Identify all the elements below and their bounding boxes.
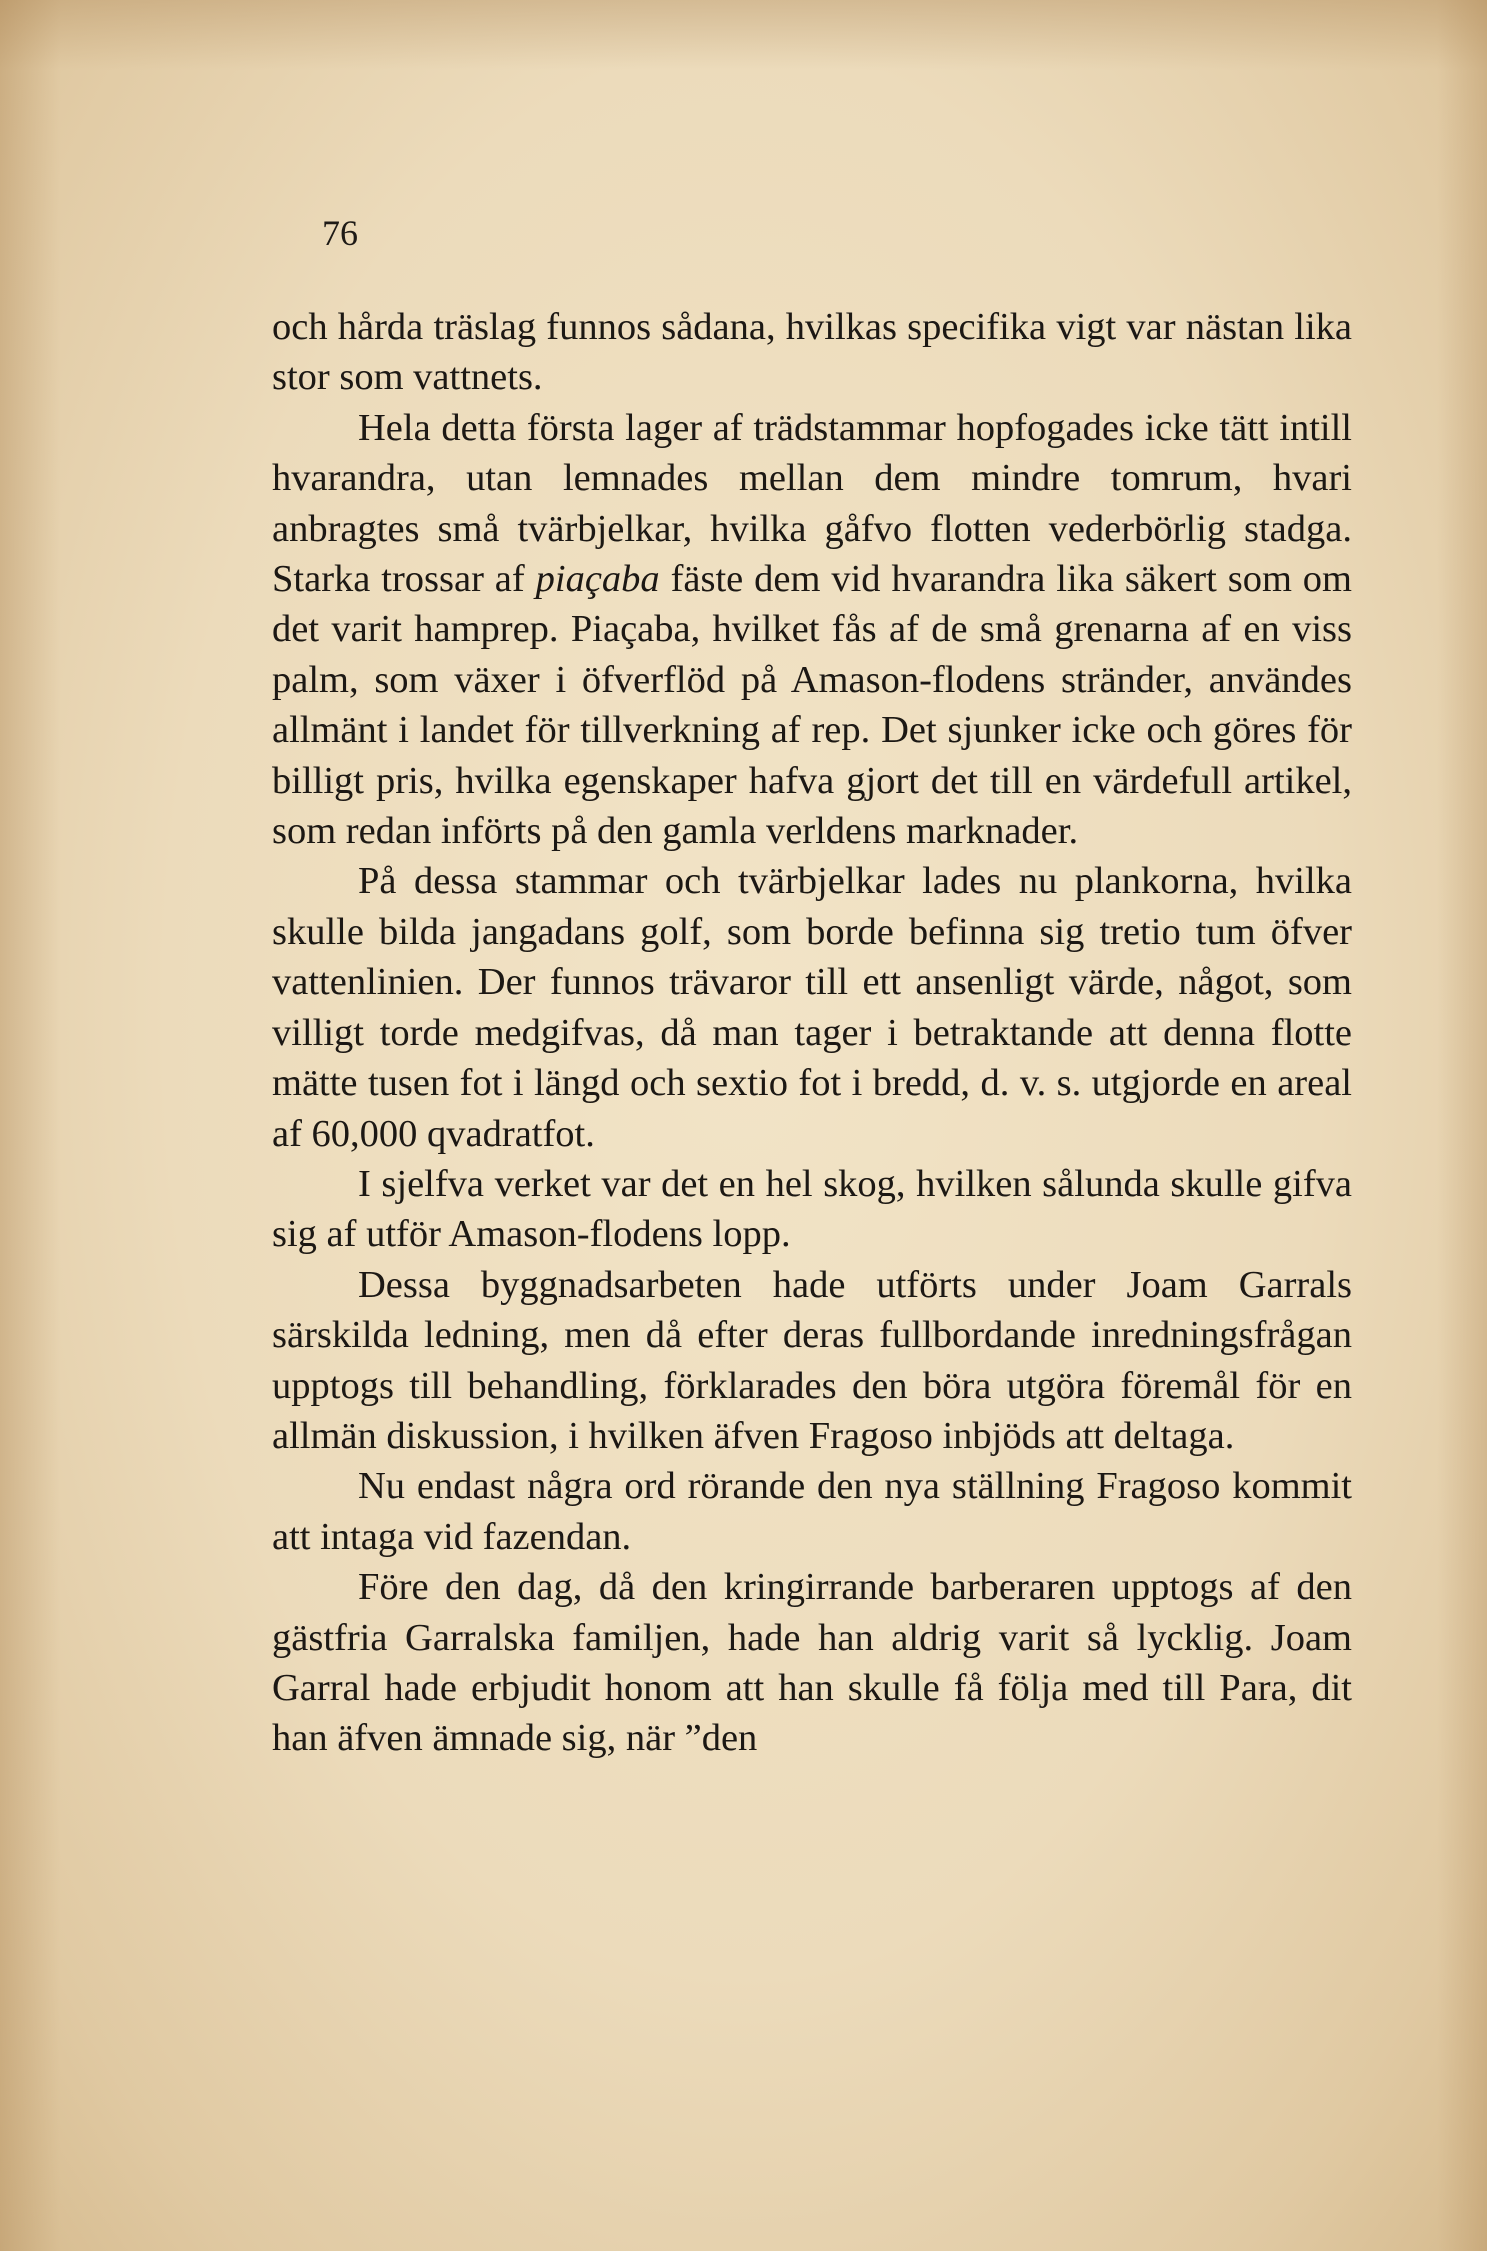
paragraph-2-text-after: fäste dem vid hvarandra lika säkert som om det varit hamprep. Piaçaba, hvilket fås af de små grenarna af en viss palm, som växer i öfverflöd på Amason-flodens stränder, användes allmänt i landet för tillverkning af rep. Det sjunker icke och göres för billigt pris, hvilka egenskaper hafva gjort det till en värdefull artikel, som redan införts på den gamla verldens marknader. [272, 558, 1352, 853]
page-number: 76 [322, 213, 358, 253]
paragraph-1: och hårda träslag funnos sådana, hvilkas specifika vigt var nästan lika stor som vattnets. [272, 306, 1352, 399]
paragraph-3: På dessa stammar och tvärbjelkar lades nu plankorna, hvilka skulle bilda jangadans golf, som borde befinna sig tretio tum öfver vattenlinien. Der funnos trävaror till ett ansenligt värde, något, som villigt torde medgifvas, då man tager i betraktande att denna flotte mätte tusen fot i längd och sextio fot i bredd, d. v. s. utgjorde en areal af 60,000 qvadratfot. [272, 860, 1352, 1155]
paragraph-5: Dessa byggnadsarbeten hade utförts under Joam Garrals särskilda ledning, men då efter deras fullbordande inredningsfrågan upptogs till behandling, förklarades den böra utgöra föremål för en allmän diskussion, i hvilken äfven Fragoso inbjöds att deltaga. [272, 1263, 1352, 1457]
paragraph-7: Före den dag, då den kringirrande barberaren upptogs af den gästfria Garralska familjen, hade han aldrig varit så lycklig. Joam Garral hade erbjudit honom att han skulle få följa med till Para, dit han äfven ämnade sig, när ”den [272, 1566, 1352, 1760]
paragraph-2-text-before: Hela detta första lager af trädstammar hopfogades icke tätt intill hvarandra, utan lemnades mellan dem mindre tomrum, hvari anbragtes små tvärbjelkar, hvilka gåfvo flotten vederbörlig stadga. Starka trossar af [272, 406, 1352, 601]
page-shadow-top [0, 0, 1487, 70]
paragraph-6: Nu endast några ord rörande den nya ställning Fragoso kommit att intaga vid fazendan. [272, 1465, 1352, 1558]
paragraph-2 [272, 403, 1352, 857]
body-text [272, 302, 1352, 1764]
italic-term: piaçaba [535, 558, 660, 601]
page-shadow-right [1437, 0, 1487, 2251]
paragraph-4: I sjelfva verket var det en hel skog, hvilken sålunda skulle gifva sig af utför Amason-flodens lopp. [272, 1162, 1352, 1256]
page-shadow-left [0, 0, 60, 2251]
